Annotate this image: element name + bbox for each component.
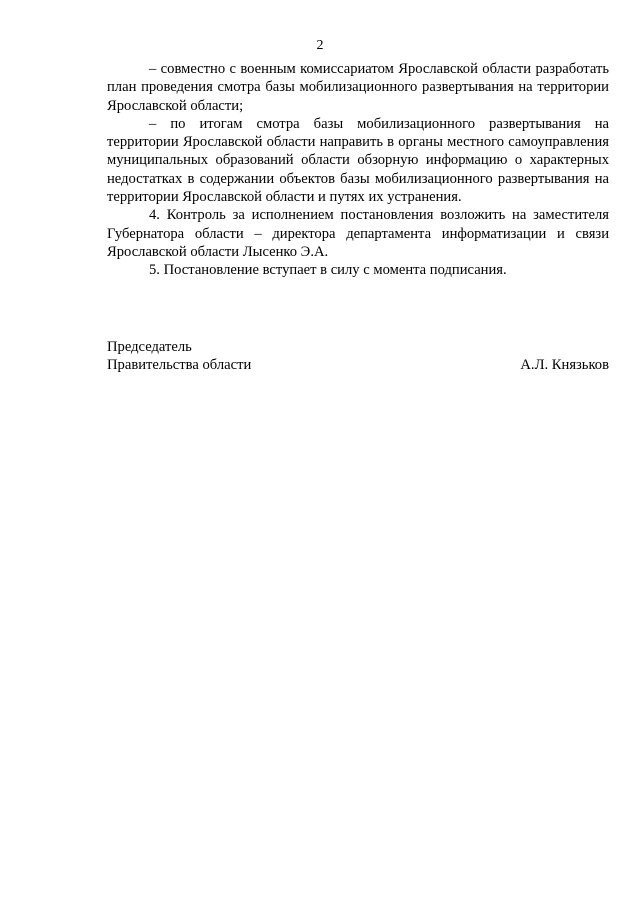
signatory-title-line2: Правительства области — [107, 357, 252, 374]
paragraph-review-results: – по итогам смотра базы мобилизационного развертывания на территории Ярославской области направить в органы местного самоуправления муниципальных образований области обзорную информацию о характерных недостатках в содержании объектов базы мобилизационного развертывания на территории Ярославской области и путях их устранения. — [107, 115, 609, 206]
page-number: 2 — [316, 38, 324, 53]
paragraph-effective-date: 5. Постановление вступает в силу с момента подписания. — [149, 262, 507, 279]
signatory-title-line1: Председатель — [107, 339, 192, 355]
signature-line — [107, 356, 609, 374]
document-body — [107, 60, 609, 280]
signature-block — [107, 338, 609, 375]
paragraph-review-plan: – совместно с военным комиссариатом Ярославской области разработать план проведения смотра базы мобилизационного развертывания на территории Ярославской области; — [107, 61, 609, 114]
paragraph-control: 4. Контроль за исполнением постановления возложить на заместителя Губернатора области – директора департамента информатизации и связи Ярославской области Лысенко Э.А. — [107, 207, 609, 260]
signatory-name: А.Л. Князьков — [520, 357, 609, 374]
